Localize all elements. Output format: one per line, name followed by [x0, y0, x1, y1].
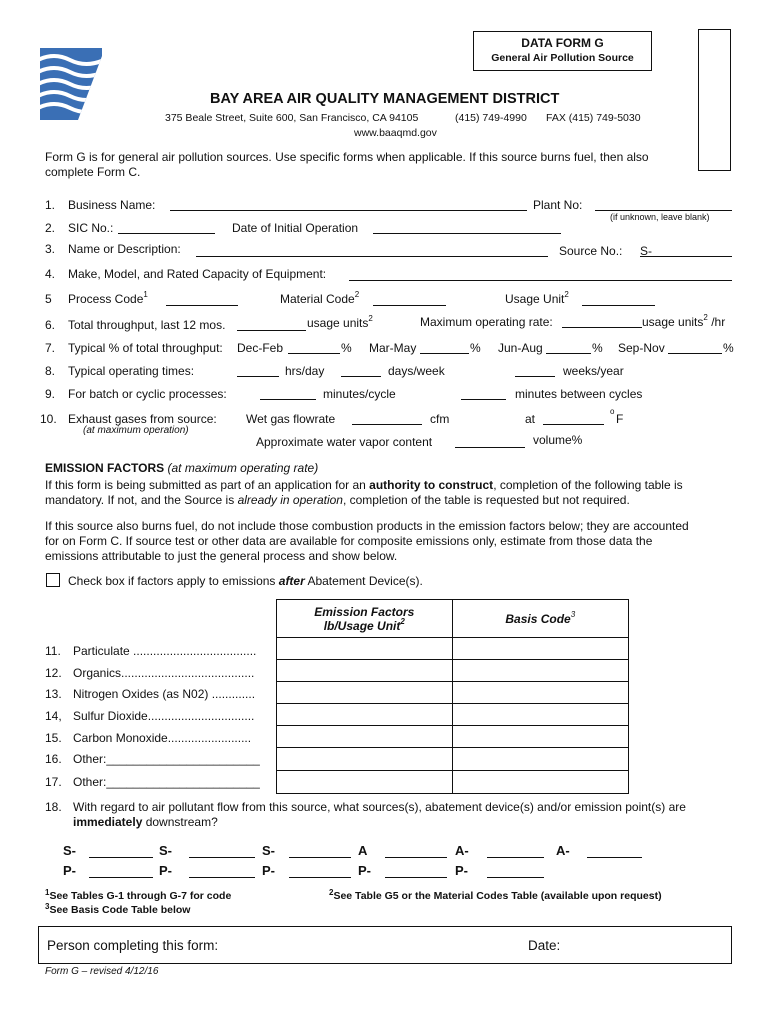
downstream-s2-field[interactable]: [189, 857, 255, 858]
source-no-prefix: S-: [640, 244, 652, 258]
nox-basis-cell[interactable]: [452, 682, 628, 704]
total-throughput-label: Total throughput, last 12 mos.: [68, 318, 226, 332]
q3-number: 3.: [45, 242, 56, 256]
q4-number: 4.: [45, 267, 56, 281]
footnote-3: $^3$See Basis Code Table below: [45, 902, 191, 916]
row-17-number: 17.: [45, 775, 62, 789]
plant-no-label: Plant No:: [533, 198, 583, 212]
make-model-label: Make, Model, and Rated Capacity of Equipment:: [68, 267, 327, 281]
downstream-p1-field[interactable]: [89, 877, 153, 878]
emission-factors-column-header: [277, 600, 453, 638]
downstream-p1-label: P-: [63, 863, 76, 878]
water-vapor-field[interactable]: [455, 447, 525, 448]
downstream-a1-field[interactable]: [385, 857, 447, 858]
row-13-label: Nitrogen Oxides (as N02) .............: [73, 687, 256, 701]
jun-aug-pct: %: [592, 341, 603, 355]
downstream-a2-label: A-: [455, 843, 469, 858]
form-title-box: [473, 31, 652, 71]
typical-throughput-label: Typical % of total throughput:: [68, 341, 223, 355]
q7-number: 7.: [45, 341, 56, 355]
dec-feb-label: Dec-Feb: [237, 341, 284, 355]
hrs-day-label: hrs/day: [285, 364, 325, 378]
baaqmd-logo: [38, 46, 104, 122]
minutes-between-field[interactable]: [461, 399, 506, 400]
org-name: BAY AREA AIR QUALITY MANAGEMENT DISTRICT: [210, 91, 560, 107]
date-initial-operation-label: Date of Initial Operation: [232, 221, 359, 235]
q18-number: 18.: [45, 800, 62, 814]
col1-header-line1: Emission Factors: [314, 604, 415, 619]
row-17-label[interactable]: Other:_______________________: [73, 775, 260, 789]
row-14-number: 14,: [45, 709, 62, 723]
abatement-checkbox[interactable]: [46, 573, 60, 587]
downstream-s1-label: S-: [63, 843, 76, 858]
row-15-label: Carbon Monoxide.........................: [73, 731, 252, 745]
downstream-question-line2: immediately downstream?: [73, 815, 218, 829]
downstream-p2-label: P-: [159, 863, 172, 878]
abatement-checkbox-label: Check box if factors apply to emissions after Abatement Device(s).: [68, 574, 423, 588]
other1-factor-cell[interactable]: [277, 748, 453, 771]
q5-number: 5: [45, 292, 52, 306]
jun-aug-label: Jun-Aug: [498, 341, 543, 355]
org-fax: FAX (415) 749-5030: [546, 112, 641, 124]
wet-gas-flowrate-label: Wet gas flowrate: [246, 412, 336, 426]
wet-gas-flowrate-field[interactable]: [352, 424, 422, 425]
downstream-p3-field[interactable]: [289, 877, 351, 878]
source-no-label: Source No.:: [559, 244, 623, 258]
dec-feb-pct: %: [341, 341, 352, 355]
row-14-label: Sulfur Dioxide................................: [73, 709, 255, 723]
q1-number: 1.: [45, 198, 56, 212]
weeks-year-field[interactable]: [515, 376, 555, 377]
plant-no-field[interactable]: [595, 210, 732, 211]
emission-paragraph-2-line-2: for on Form C. If source test or other data are available for composite emissions only, estimate from those data the: [45, 534, 653, 548]
org-website: www.baaqmd.gov: [354, 127, 437, 139]
business-name-field[interactable]: [170, 210, 527, 211]
name-description-label: Name or Description:: [68, 242, 181, 256]
minutes-cycle-label: minutes/cycle: [323, 387, 396, 401]
particulate-factor-cell[interactable]: [277, 638, 453, 660]
particulate-basis-cell[interactable]: [452, 638, 628, 660]
degree-symbol: o: [610, 407, 615, 416]
source-no-field[interactable]: [640, 256, 732, 257]
downstream-question-line1: With regard to air pollutant flow from this source, what sources(s), abatement device(s) and/or emission point(s) are: [73, 800, 686, 814]
downstream-p2-field[interactable]: [189, 877, 255, 878]
co-basis-cell[interactable]: [452, 726, 628, 748]
material-code-label: Material Code$^2$: [280, 290, 360, 306]
footnote-1: $^1$See Tables G-1 through G-7 for code: [45, 888, 232, 902]
exhaust-gases-label: Exhaust gases from source:: [68, 412, 217, 426]
person-completing-label[interactable]: Person completing this form:: [47, 938, 219, 953]
fahrenheit-label: F: [616, 412, 624, 426]
sep-nov-pct: %: [723, 341, 734, 355]
mar-may-pct: %: [470, 341, 481, 355]
side-stamp-box: [698, 29, 731, 171]
at-label: at: [525, 412, 536, 426]
nox-factor-cell[interactable]: [277, 682, 453, 704]
mar-may-field[interactable]: [420, 353, 469, 354]
days-week-field[interactable]: [341, 376, 381, 377]
downstream-a2-field[interactable]: [487, 857, 544, 858]
form-subtitle: General Air Pollution Source: [491, 52, 634, 64]
intro-line-1: Form G is for general air pollution sources. Use specific forms when applicable. If this source burns fuel, then also: [45, 150, 649, 164]
usage-unit-field[interactable]: [582, 305, 655, 306]
date-initial-operation-field[interactable]: [373, 233, 561, 234]
form-title: DATA FORM G: [521, 36, 604, 50]
material-code-field[interactable]: [373, 305, 446, 306]
row-11-label: Particulate .....................................: [73, 644, 257, 658]
total-throughput-units: usage units$^2$: [307, 314, 373, 330]
sic-no-label: SIC No.:: [68, 221, 114, 235]
downstream-a3-field[interactable]: [587, 857, 642, 858]
downstream-p4-field[interactable]: [385, 877, 447, 878]
emission-factors-table: [276, 599, 629, 794]
max-operating-rate-label: Maximum operating rate:: [420, 315, 553, 329]
emission-paragraph-2-line-1: If this source also burns fuel, do not include those combustion products in the emission factors below; they are accounted: [45, 519, 689, 533]
row-12-number: 12.: [45, 666, 62, 680]
max-operating-rate-units: usage units$^2$ /hr: [642, 313, 726, 329]
emission-factors-heading: EMISSION FACTORS (at maximum operating rate): [45, 461, 319, 475]
organics-factor-cell[interactable]: [277, 660, 453, 682]
basis-code-column-header: Basis Code$^3$: [452, 600, 628, 638]
form-revision: Form G – revised 4/12/16: [45, 966, 159, 977]
row-12-label: Organics........................................: [73, 666, 255, 680]
emission-paragraph-1-line-1: If this form is being submitted as part of an application for an authority to construct, completion of the following table is: [45, 478, 683, 492]
q9-number: 9.: [45, 387, 56, 401]
downstream-s3-field[interactable]: [289, 857, 351, 858]
sep-nov-label: Sep-Nov: [618, 341, 665, 355]
process-code-field[interactable]: [166, 305, 238, 306]
q8-number: 8.: [45, 364, 56, 378]
downstream-a1-label: A: [358, 843, 368, 858]
other2-factor-cell[interactable]: [277, 771, 453, 794]
hrs-day-field[interactable]: [237, 376, 279, 377]
sep-nov-field[interactable]: [668, 353, 722, 354]
footnote-2: $^2$See Table G5 or the Material Codes Table (available upon request): [329, 888, 662, 902]
water-vapor-label: Approximate water vapor content: [256, 435, 433, 449]
co-factor-cell[interactable]: [277, 726, 453, 748]
row-16-number: 16.: [45, 752, 62, 766]
sic-no-field[interactable]: [118, 233, 215, 234]
downstream-p3-label: P-: [262, 863, 275, 878]
downstream-p5-label: P-: [455, 863, 468, 878]
emission-paragraph-2-line-3: emissions attributable to just the general process and show below.: [45, 549, 398, 563]
other1-basis-cell[interactable]: [452, 748, 628, 771]
exhaust-gases-note: (at maximum operation): [83, 425, 189, 436]
name-description-field[interactable]: [196, 256, 548, 257]
downstream-p4-label: P-: [358, 863, 371, 878]
organics-basis-cell[interactable]: [452, 660, 628, 682]
plant-no-note: (if unknown, leave blank): [610, 212, 710, 222]
date-label[interactable]: Date:: [528, 938, 561, 953]
downstream-a3-label: A-: [556, 843, 570, 858]
q2-number: 2.: [45, 221, 56, 235]
usage-unit-label: Usage Unit$^2$: [505, 290, 569, 306]
downstream-s3-label: S-: [262, 843, 275, 858]
row-11-number: 11.: [45, 644, 61, 658]
row-13-number: 13.: [45, 687, 62, 701]
mar-may-label: Mar-May: [369, 341, 417, 355]
org-address: 375 Beale Street, Suite 600, San Francisco, CA 94105: [165, 112, 419, 124]
q10-number: 10.: [40, 412, 57, 426]
q6-number: 6.: [45, 318, 56, 332]
temperature-field[interactable]: [543, 424, 604, 425]
total-throughput-field[interactable]: [237, 330, 306, 331]
so2-basis-cell[interactable]: [452, 704, 628, 726]
batch-cyclic-label: For batch or cyclic processes:: [68, 387, 227, 401]
cfm-label: cfm: [430, 412, 450, 426]
emission-paragraph-1-line-2: mandatory. If not, and the Source is already in operation, completion of the table is requested but not required.: [45, 493, 630, 507]
signature-box: [38, 926, 732, 964]
make-model-field[interactable]: [349, 280, 732, 281]
row-16-label[interactable]: Other:_______________________: [73, 752, 260, 766]
minutes-between-label: minutes between cycles: [515, 387, 643, 401]
downstream-s1-field[interactable]: [89, 857, 153, 858]
dec-feb-field[interactable]: [288, 353, 340, 354]
col1-header-line2: lb/Usage Unit$^2$: [323, 616, 405, 633]
downstream-p5-field[interactable]: [487, 877, 544, 878]
volume-pct-label: volume%: [533, 433, 583, 447]
minutes-cycle-field[interactable]: [260, 399, 316, 400]
jun-aug-field[interactable]: [546, 353, 591, 354]
intro-line-2: complete Form C.: [45, 165, 141, 179]
operating-times-label: Typical operating times:: [68, 364, 195, 378]
so2-factor-cell[interactable]: [277, 704, 453, 726]
downstream-s2-label: S-: [159, 843, 172, 858]
business-name-label: Business Name:: [68, 198, 156, 212]
weeks-year-label: weeks/year: [563, 364, 624, 378]
process-code-label: Process Code$^1$: [68, 290, 148, 306]
org-phone: (415) 749-4990: [455, 112, 527, 124]
max-operating-rate-field[interactable]: [562, 327, 642, 328]
days-week-label: days/week: [388, 364, 445, 378]
row-15-number: 15.: [45, 731, 62, 745]
other2-basis-cell[interactable]: [452, 771, 628, 794]
